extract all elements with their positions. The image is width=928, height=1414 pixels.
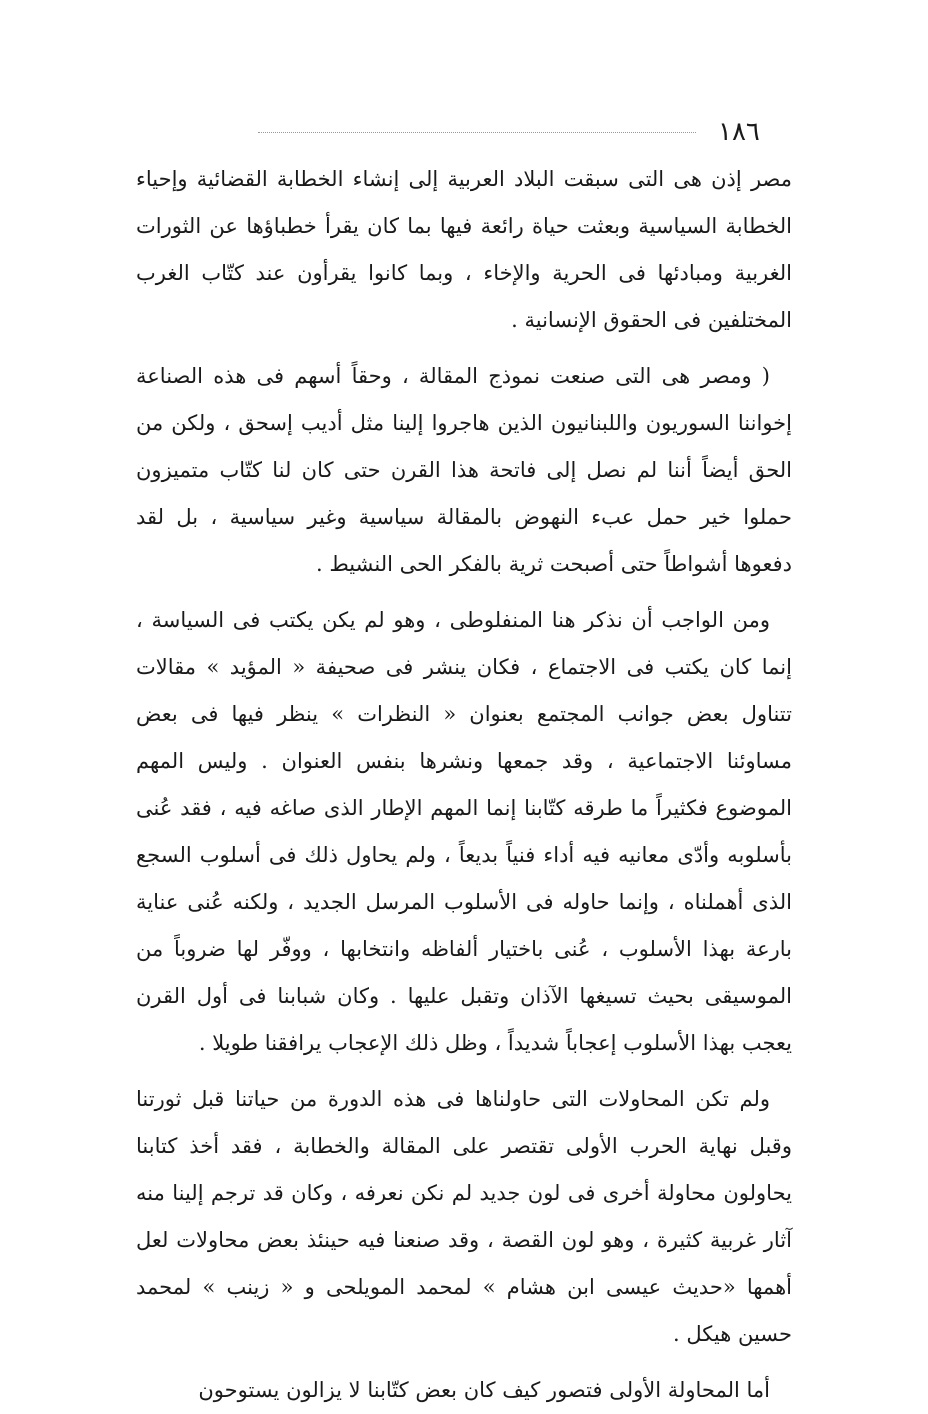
page-number: ١٨٦ [718, 117, 760, 147]
body-text [136, 156, 792, 1414]
paragraph-1: مصر إذن هى التى سبقت البلاد العربية إلى إنشاء الخطابة القضائية وإحياء الخطابة السياسية وبعثت حياة رائعة فيها بما كان يقرأ خطباؤها عن الثورات الغربية ومبادئها فى الحرية والإخاء ، وبما كانوا يقرأون عند كتّاب الغرب المختلفين فى الحقوق الإنسانية . [136, 167, 792, 332]
paragraph-4: ولم تكن المحاولات التى حاولناها فى هذه الدورة من حياتنا قبل ثورتنا وقبل نهاية الحرب الأولى تقتصر على المقالة والخطابة ، فقد أخذ كتابنا يحاولون محاولة أخرى فى لون جديد لم نكن نعرفه ، وكان قد ترجم إلينا منه آثار غربية كثيرة ، وهو لون القصة ، وقد صنعنا فيه حينئذ بعض محاولات لعل أهمها «حديث عيسى ابن هشام » لمحمد المويلحى و « زينب » لمحمد حسين هيكل . [136, 1087, 792, 1346]
paragraph-5: أما المحاولة الأولى فتصور كيف كان بعض كتّابنا لا يزالون يستوحون [198, 1378, 770, 1402]
paragraph-3: ومن الواجب أن نذكر هنا المنفلوطى ، وهو لم يكن يكتب فى السياسة ، إنما كان يكتب فى الاجتماع ، فكان ينشر فى صحيفة « المؤيد » مقالات تتناول بعض جوانب المجتمع بعنوان « النظرات » ينظر فيها فى بعض مساوئنا الاجتماعية ، وقد جمعها ونشرها بنفس العنوان . وليس المهم الموضوع فكثيراً ما طرقه كتّابنا إنما المهم الإطار الذى صاغه فيه ، فقد عُنى بأسلوبه وأدّى معانيه فيه أداء فنياً بديعاً ، ولم يحاول ذلك فى أسلوب السجع الذى أهملناه ، وإنما حاوله فى الأسلوب المرسل الجديد ، ولكنه عُنى عناية بارعة بهذا الأسلوب ، عُنى باختيار ألفاظه وانتخابها ، ووفّر لها ضروباً من الموسيقى بحيث تسيغها الآذان وتقبل عليها . وكان شبابنا فى أول القرن يعجب بهذا الأسلوب إعجاباً شديداً ، وظل ذلك الإعجاب يرافقنا طويلا . [136, 608, 792, 1055]
header-rule [258, 132, 696, 133]
paragraph-2: ( ومصر هى التى صنعت نموذج المقالة ، وحقاً أسهم فى هذه الصناعة إخواننا السوريون واللبنانيون الذين هاجروا إلينا مثل أديب إسحق ، ولكن من الحق أيضاً أننا لم نصل إلى فاتحة هذا القرن حتى كان لنا كتّاب متميزون حملوا خير حمل عبء النهوض بالمقالة سياسية وغير سياسية ، بل لقد دفعوها أشواطاً حتى أصبحت ثرية بالفكر الحى النشيط . [136, 364, 792, 576]
